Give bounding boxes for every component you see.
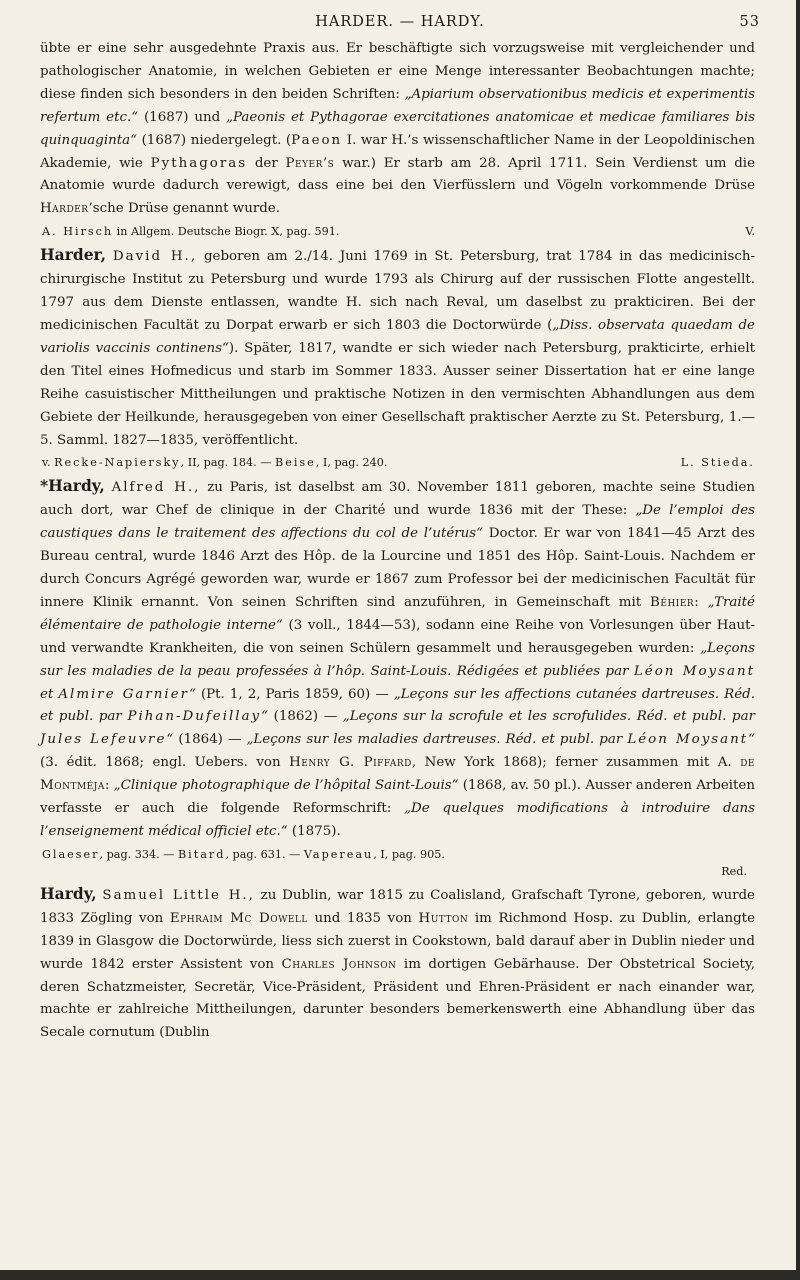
entry-signature: Red. xyxy=(721,864,747,878)
work-title: „Paeonis et Pythagorae exercitationes anatomicae et medicae familiares bis quinquaginta“ xyxy=(40,109,755,148)
ref-author: Recke-Napiersky xyxy=(54,456,181,470)
ref-author: Beise xyxy=(275,456,316,470)
person-name: Jules Lefeuvre xyxy=(40,732,167,748)
page-body xyxy=(40,38,755,1045)
entry-signature: L. Stieda. xyxy=(680,456,755,470)
ref-author: Glaeser xyxy=(42,847,100,861)
work-title: „De quelques modifications à introduire dans l’enseignement médical officiel etc.“ xyxy=(40,801,755,839)
work-title: „Traité élémentaire de pathologie interne“ xyxy=(40,594,755,633)
work-title: „Leçons sur les maladies dartreuses. Réd. et publ. par xyxy=(246,732,628,748)
ref-author: A. Hirsch xyxy=(42,225,114,239)
entry-harder-david: Harder, David H., geboren am 2./14. Juni 1769 in St. Petersburg, trat 1784 in das medicinisch-chirurgische Institut zu Petersburg und wurde 1793 als Chirurg auf der russischen Flotte angestellt. 1797 aus dem Dienste entlassen, wandte H. sich nach Reval, um daselbst zu prakticiren. Bei der medicinischen Facultät zu Dorpat erwarb er sich 1803 die Doctorwürde („Diss. observata quaedam de variolis vaccinis continens“). Später, 1817, wandte er sich wieder nach Petersburg, prakticirte, erhielt den Titel eines Hofmedicus und starb im Sommer 1833. Ausser seiner Dissertation hat er eine lange Reihe casuistischer Mittheilungen und praktische Notizen in den vermischten Abhandlungen aus dem Gebiete der Heilkunde, herausgegeben von einer Gesellschaft praktischer Aerzte zu St. Petersburg, 1.—5. Samml. 1827—1835, veröffentlicht. xyxy=(40,245,755,448)
page-header xyxy=(40,14,760,38)
entry-references: v. Recke-Napiersky, II, pag. 184. — Beise, I, pag. 240. L. Stieda. xyxy=(40,452,755,473)
entry-references: Glaeser, pag. 334. — Bitard, pag. 631. — Vapereau, I, pag. 905. xyxy=(42,847,445,861)
person-name: Almire Garnier xyxy=(58,686,190,702)
entry-signature: V. xyxy=(745,225,755,239)
entry-references: A. Hirsch in Allgem. Deutsche Biogr. X, pag. 591. V. xyxy=(40,221,755,242)
person-name: Béhier xyxy=(650,594,695,610)
page-bottom-edge xyxy=(0,1270,800,1280)
work-title: „Diss. observata quaedam de variolis vaccinis continens“ xyxy=(40,317,755,356)
work-title: „Leçons sur les maladies de la peau professées à l’hôp. Saint-Louis. Rédigées et publiées par xyxy=(40,640,755,679)
entry-hardy-alfred: *Hardy, Alfred H., zu Paris, ist daselbst am 30. November 1811 geboren, machte seine Studien auch dort, war Chef de clinique in der Charité und wurde 1836 mit der These: „De l’emploi des caustiques dans le traitement des affections du col de l’utérus“ Doctor. Er war von 1841—45 Arzt des Bureau central, wurde 1846 Arzt des Hôp. de la Lourcine und 1851 des Hôp. Saint-Louis. Nachdem er durch Concurs Agrégé geworden war, wurde er 1867 zum Professor bei der medicinischen Facultät für innere Klinik ernannt. Von seinen Schriften sind anzuführen, in Gemeinschaft mit Béhier: „Traité élémentaire de pathologie interne“ (3 voll., 1844—53), sodann eine Reihe von Vorlesungen über Haut- und verwandte Krankheiten, die von seinen Schülern gesammelt und herausgegeben wurden: „Leçons sur les maladies de la peau professées à l’hôp. Saint-Louis. Rédigées et publiées par Léon Moysant et Almire Garnier“ (Pt. 1, 2, Paris 1859, 60) — „Leçons sur les affections cutanées dartreuses. Réd. et publ. par Pihan-Dufeillay“ (1862) — „Leçons sur la scrofule et les scrofulides. Réd. et publ. par Jules Lefeuvre“ (1864) — „Leçons sur les maladies dartreuses. Réd. et publ. par Léon Moysant“ (3. édit. 1868; engl. Uebers. von Henry G. Piffard, New York 1868); ferner zusammen mit A. de Montméja: „Clinique photographique de l’hôpital Saint-Louis“ (1868, av. 50 pl.). Ausser anderen Arbeiten verfasste er auch die folgende Reformschrift: „De quelques modifications à introduire dans l’enseignement médical officiel etc.“ (1875). xyxy=(40,476,756,839)
person-name: Hutton xyxy=(418,910,469,926)
person-name: Henry G. Piffard xyxy=(289,755,412,771)
page-edge-shadow xyxy=(796,0,800,1280)
entry-given-name: Samuel Little H., xyxy=(102,887,255,903)
ref-author: Vapereau xyxy=(303,847,374,861)
entry-harder-johann-continuation: übte er eine sehr ausgedehnte Praxis aus. Er beschäftigte sich vorzugsweise mit vergleichender und pathologischer Anatomie, in welchen Gebieten er eine Menge interessanter Beobachtungen machte; diese finden sich besonders in den beiden Schriften: „Apiarium observationibus medicis et experimentis refertum etc.“ (1687) und „Paeonis et Pythagorae exercitationes anatomicae et medicae familiares bis quinquaginta“ (1687) niedergelegt. (Paeon I. war H.’s wissenschaftlicher Name in der Leopoldinischen Akademie, wie Pythagoras der Peyer’s war.) Er starb am 28. April 1711. Sein Verdienst um die Anatomie wurde dadurch verewigt, dass eine bei den Vierfüsslern und Vögeln vorkommende Drüse Harder’sche Drüse genannt wurde. xyxy=(40,41,756,217)
person-name: Ephraim Mc Dowell xyxy=(169,910,308,926)
person-name: de Montméja xyxy=(40,755,755,794)
entry-given-name: Alfred H., xyxy=(111,480,201,496)
ref-author: Bitard xyxy=(177,847,226,861)
page-number: 53 xyxy=(739,14,760,30)
work-title: „Leçons sur les affections cutanées dartreuses. Réd. et publ. par xyxy=(40,686,755,725)
entry-headword: Hardy, xyxy=(40,883,97,903)
entry-headword: Harder, xyxy=(40,245,106,265)
person-name: Pihan-Dufeillay xyxy=(127,709,262,725)
person-name: Paeon xyxy=(291,132,343,148)
entry-given-name: David H., xyxy=(112,249,198,265)
work-title: „De l’emploi des caustiques dans le traitement des affections du col de l’utérus“ xyxy=(40,503,755,542)
entry-hardy-samuel: Hardy, Samuel Little H., zu Dublin, war 1815 zu Coalisland, Grafschaft Tyrone, geboren, wurde 1833 Zögling von Ephraim Mc Dowell und 1835 von Hutton im Richmond Hosp. zu Dublin, erlangte 1839 in Glasgow die Doctorwürde, liess sich zuerst in Cookstown, bald darauf aber in Dublin nieder und wurde 1842 erster Assistent von Charles Johnson im dortigen Gebärhause. Der Obstetrical Society, deren Schatzmeister, Secretär, Vice-Präsident, Präsident und Ehren-Präsident er nach einander war, machte er zahlreiche Mittheilungen, darunter besonders bemerkenswerth eine Abhandlung über das Secale cornutum (Dublin xyxy=(40,883,755,1041)
work-title: „Apiarium observationibus medicis et experimentis refertum etc.“ xyxy=(40,86,755,125)
person-name: Peyer’s xyxy=(285,155,335,171)
running-title: HARDER. — HARDY. xyxy=(315,14,485,30)
person-name: Pythagoras xyxy=(150,155,248,171)
entry-headword: *Hardy, xyxy=(40,476,105,496)
person-name: Harder xyxy=(40,201,89,217)
work-title: „Clinique photographique de l’hôpital Saint-Louis“ xyxy=(113,778,459,794)
work-title: „Leçons sur la scrofule et les scrofulides. Réd. et publ. par xyxy=(342,709,755,725)
person-name: Charles Johnson xyxy=(281,956,397,972)
person-name: Léon Moysant xyxy=(633,663,755,679)
person-name: Léon Moysant xyxy=(627,732,749,748)
